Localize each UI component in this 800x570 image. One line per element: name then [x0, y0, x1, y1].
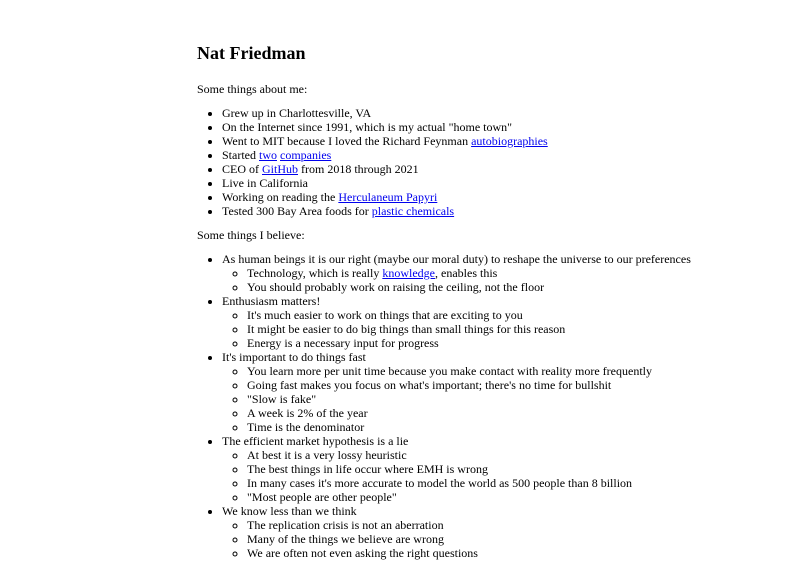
page-title: Nat Friedman — [197, 43, 306, 63]
sub-list-item — [247, 476, 757, 490]
item-text: The replication crisis is not an aberration — [247, 518, 444, 532]
item-text: It's important to do things fast — [222, 350, 366, 364]
item-text: Going fast makes you focus on what's important; there's no time for bullshit — [247, 378, 612, 392]
item-text: The efficient market hypothesis is a lie — [222, 434, 409, 448]
item-text: , enables this — [435, 266, 498, 280]
item-text: You should probably work on raising the ceiling, not the floor — [247, 280, 545, 294]
item-text: We are often not even asking the right questions — [247, 546, 478, 560]
about-item — [222, 120, 757, 134]
link[interactable]: two — [259, 148, 277, 162]
sub-list — [222, 308, 757, 350]
link[interactable]: companies — [280, 148, 332, 162]
about-item — [222, 148, 757, 162]
sub-list-item — [247, 364, 757, 378]
sub-list-item — [247, 546, 757, 560]
sub-list — [222, 266, 757, 294]
belief-item — [222, 294, 757, 350]
about-item — [222, 134, 757, 148]
sub-list-item — [247, 308, 757, 322]
sub-list-item — [247, 406, 757, 420]
about-item — [222, 176, 757, 190]
sub-list-item — [247, 532, 757, 546]
item-text: It's much easier to work on things that are exciting to you — [247, 308, 523, 322]
item-text: As human beings it is our right (maybe our moral duty) to reshape the universe to our preferences — [222, 252, 691, 266]
about-item — [222, 190, 757, 204]
sub-list-item — [247, 462, 757, 476]
sub-list-item — [247, 280, 757, 294]
item-text: Energy is a necessary input for progress — [247, 336, 439, 350]
belief-item — [222, 504, 757, 560]
sub-list-item — [247, 392, 757, 406]
about-item — [222, 204, 757, 218]
sub-list — [222, 448, 757, 504]
item-text: At best it is a very lossy heuristic — [247, 448, 407, 462]
item-text: Time is the denominator — [247, 420, 365, 434]
item-text: Many of the things we believe are wrong — [247, 532, 444, 546]
item-text: "Most people are other people" — [247, 490, 397, 504]
item-text: You learn more per unit time because you make contact with reality more frequently — [247, 364, 652, 378]
item-text: from 2018 through 2021 — [298, 162, 419, 176]
about-intro: Some things about me: — [197, 82, 308, 96]
belief-item — [222, 350, 757, 434]
item-text: CEO of — [222, 162, 262, 176]
item-text: Tested 300 Bay Area foods for — [222, 204, 372, 218]
belief-item — [222, 252, 757, 294]
sub-list-item — [247, 322, 757, 336]
sub-list-item — [247, 378, 757, 392]
item-text: We know less than we think — [222, 504, 357, 518]
item-text: "Slow is fake" — [247, 392, 317, 406]
item-text: In many cases it's more accurate to model the world as 500 people than 8 billion — [247, 476, 633, 490]
item-text: Technology, which is really — [247, 266, 383, 280]
beliefs-intro: Some things I believe: — [197, 228, 305, 242]
item-text: On the Internet since 1991, which is my actual "home town" — [222, 120, 513, 134]
item-text: Started — [222, 148, 259, 162]
item-text: Went to MIT because I loved the Richard Feynman — [222, 134, 472, 148]
about-item — [222, 106, 757, 120]
sub-list — [222, 364, 757, 434]
link[interactable]: Herculaneum Papyri — [338, 190, 438, 204]
item-text: Enthusiasm matters! — [222, 294, 321, 308]
link[interactable]: plastic chemicals — [371, 204, 455, 218]
sub-list-item — [247, 266, 757, 280]
sub-list-item — [247, 420, 757, 434]
link[interactable]: GitHub — [262, 162, 298, 176]
item-text: Grew up in Charlottesville, VA — [222, 106, 372, 120]
sub-list-item — [247, 448, 757, 462]
item-text: A week is 2% of the year — [247, 406, 368, 420]
item-text: The best things in life occur where EMH is wrong — [247, 462, 488, 476]
belief-item — [222, 434, 757, 504]
sub-list-item — [247, 518, 757, 532]
item-text: It might be easier to do big things than small things for this reason — [247, 322, 566, 336]
about-list — [197, 106, 757, 218]
page-content — [197, 42, 757, 570]
sub-list — [222, 518, 757, 560]
item-text: Working on reading the — [222, 190, 339, 204]
about-item — [222, 162, 757, 176]
link[interactable]: autobiographies — [471, 134, 548, 148]
sub-list-item — [247, 336, 757, 350]
link[interactable]: knowledge — [382, 266, 436, 280]
beliefs-list — [197, 252, 757, 560]
sub-list-item — [247, 490, 757, 504]
item-text: Live in California — [222, 176, 308, 190]
